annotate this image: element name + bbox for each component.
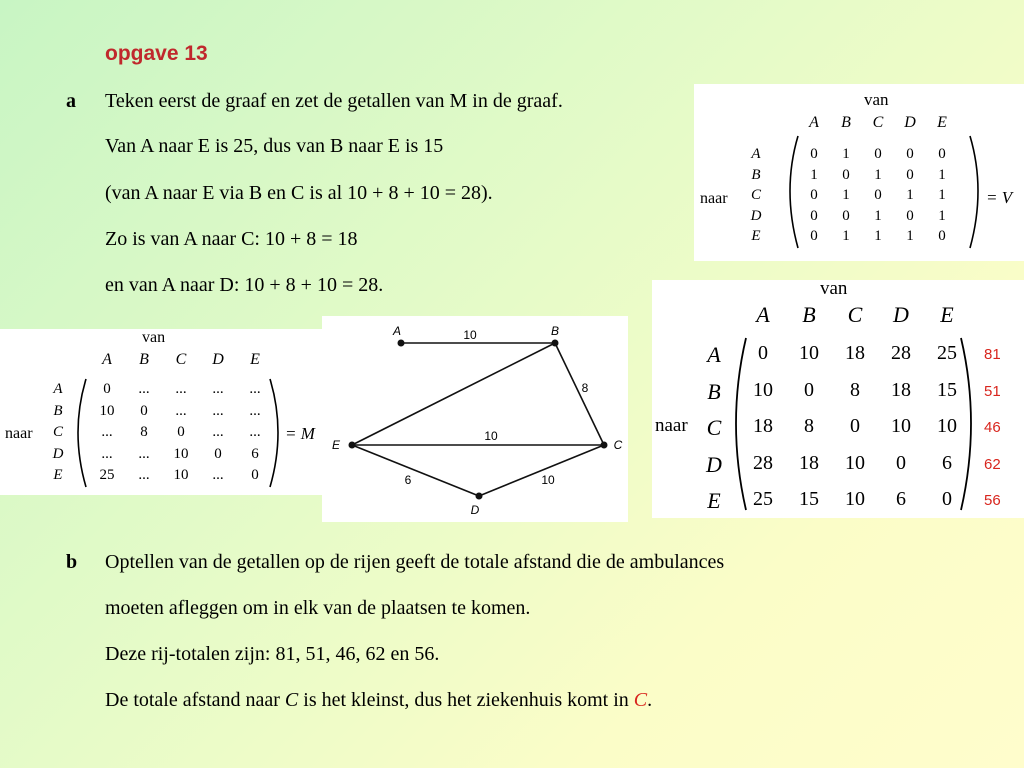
matrix-cell: 0 <box>103 381 111 397</box>
matrix-cell: 0 <box>810 146 818 162</box>
graph-edge <box>352 445 479 496</box>
col-label: B <box>841 114 851 131</box>
row-label: E <box>707 488 721 513</box>
matrix-cell: 0 <box>804 378 814 401</box>
matrix-cell: 0 <box>842 166 850 183</box>
matrix-cell: 18 <box>891 378 911 401</box>
graph-node <box>552 340 559 347</box>
matrix-cell: 8 <box>850 378 860 401</box>
row-label: C <box>52 424 63 440</box>
matrix-cell: 1 <box>938 166 946 183</box>
matrix-cell: ... <box>175 402 187 419</box>
node-label: E <box>331 438 341 452</box>
part-b-answer: C <box>633 689 648 711</box>
matrix-cell: 8 <box>804 415 814 437</box>
weighted-graph <box>322 316 628 522</box>
graph-node <box>398 340 405 347</box>
col-label: A <box>102 351 112 368</box>
matrix-cell: ... <box>212 402 224 419</box>
matrix-cell: 0 <box>758 342 768 364</box>
col-label: B <box>802 302 816 327</box>
matrix-cell: 0 <box>874 146 882 162</box>
row-total: 56 <box>984 492 1001 509</box>
row-label: B <box>751 166 761 183</box>
matrix-full-row-header: naar <box>655 415 688 436</box>
part-b-line-4-var: C <box>284 689 299 711</box>
col-label: D <box>904 114 916 131</box>
matrix-cell: 10 <box>937 415 957 437</box>
matrix-cell: 25 <box>937 342 957 364</box>
matrix-cell: 1 <box>842 146 850 162</box>
part-b-line-2: moeten afleggen om in elk van de plaatsen te komen. <box>105 597 531 619</box>
matrix-cell: 25 <box>99 467 115 483</box>
matrix-cell: 10 <box>173 467 189 483</box>
col-label: D <box>893 302 909 327</box>
matrix-cell: 18 <box>753 415 773 437</box>
graph-node <box>476 493 483 500</box>
matrix-cell: 0 <box>906 166 914 183</box>
matrix-cell: 1 <box>842 228 850 244</box>
part-b-line-4-mid: is het kleinst, dus het ziekenhuis komt in <box>298 689 634 711</box>
matrix-cell: ... <box>138 467 150 483</box>
matrix-cell: 18 <box>799 451 819 474</box>
row-label: B <box>707 378 721 404</box>
matrix-cell: ... <box>138 381 150 397</box>
row-label: B <box>53 402 63 419</box>
graph-edge <box>479 445 604 496</box>
row-label: C <box>706 415 722 440</box>
matrix-cell: 0 <box>810 228 818 244</box>
graph-edge <box>352 343 555 445</box>
part-a-line-5: en van A naar D: 10 + 8 + 10 = 28. <box>105 274 384 296</box>
matrix-cell: 6 <box>896 488 906 510</box>
matrix-cell: 1 <box>906 228 914 244</box>
col-label: D <box>212 351 224 368</box>
part-b-line-4 <box>105 689 652 712</box>
matrix-cell: 10 <box>753 378 773 401</box>
matrix-full-brackets <box>652 280 1024 518</box>
edge-weight: 10 <box>463 328 477 342</box>
matrix-cell: 0 <box>938 228 946 244</box>
matrix-cell: 1 <box>874 207 882 224</box>
graph-node <box>349 442 356 449</box>
row-label: E <box>53 467 63 483</box>
part-b-label: b <box>66 551 78 573</box>
row-label: C <box>750 187 761 203</box>
matrix-cell: 6 <box>942 451 952 474</box>
matrix-cell: 8 <box>140 424 148 440</box>
matrix-cell: 0 <box>251 467 259 483</box>
col-label: C <box>872 114 884 131</box>
matrix-cell: 28 <box>891 342 911 364</box>
matrix-cell: 6 <box>251 445 259 462</box>
row-total: 51 <box>984 382 1001 400</box>
matrix-cell: ... <box>249 381 261 397</box>
node-label: A <box>392 324 402 338</box>
part-a-line-4: Zo is van A naar C: 10 + 8 = 18 <box>105 228 358 250</box>
part-b-line-3: Deze rij-totalen zijn: 81, 51, 46, 62 en 56. <box>105 643 440 665</box>
col-label: E <box>940 302 954 327</box>
graph-node <box>601 442 608 449</box>
matrix-v-row-header: naar <box>700 190 728 207</box>
row-total: 46 <box>984 419 1001 436</box>
matrix-cell: 0 <box>810 207 818 224</box>
part-a-line-1: Teken eerst de graaf en zet de getallen van M in de graaf. <box>105 90 563 112</box>
part-a-line-3: (van A naar E via B en C is al 10 + 8 + 10 = 28). <box>105 182 493 204</box>
matrix-v-col-header: van <box>864 90 889 109</box>
matrix-cell: 28 <box>753 451 773 474</box>
matrix-full-panel <box>652 280 1024 518</box>
col-label: A <box>809 114 819 131</box>
matrix-cell: 1 <box>874 166 882 183</box>
matrix-cell: 10 <box>891 415 911 437</box>
matrix-cell: 25 <box>753 488 773 510</box>
row-label: A <box>751 146 761 162</box>
row-label: D <box>706 451 722 477</box>
row-label: D <box>52 445 64 462</box>
col-label: E <box>250 351 260 368</box>
part-a-line-2: Van A naar E is 25, dus van B naar E is 15 <box>105 135 444 157</box>
matrix-cell: ... <box>101 445 113 462</box>
matrix-cell: ... <box>212 467 224 483</box>
row-label: A <box>707 342 721 367</box>
matrix-cell: 0 <box>177 424 185 440</box>
matrix-cell: 1 <box>842 187 850 203</box>
matrix-cell: 0 <box>810 187 818 203</box>
matrix-cell: 15 <box>799 488 819 510</box>
matrix-m-panel <box>0 329 322 495</box>
matrix-v-brackets <box>694 84 1024 261</box>
part-b-line-1: Optellen van de getallen op de rijen geeft de totale afstand die de ambulances <box>105 551 725 573</box>
col-label: B <box>139 351 149 368</box>
matrix-cell: 1 <box>938 187 946 203</box>
matrix-full-col-header: van <box>820 278 848 299</box>
col-label: C <box>847 302 863 327</box>
matrix-cell: ... <box>138 445 150 462</box>
matrix-cell: ... <box>212 381 224 397</box>
matrix-cell: 1 <box>810 166 818 183</box>
node-label: D <box>470 503 480 517</box>
matrix-cell: 10 <box>799 342 819 364</box>
row-total: 81 <box>984 346 1001 363</box>
graph-panel <box>322 316 628 522</box>
matrix-cell: ... <box>249 402 261 419</box>
matrix-cell: 10 <box>845 488 865 510</box>
matrix-cell: 0 <box>938 146 946 162</box>
matrix-cell: 0 <box>850 415 860 437</box>
matrix-cell: 1 <box>938 207 946 224</box>
node-label: B <box>550 324 560 338</box>
node-label: C <box>613 438 623 452</box>
matrix-cell: 0 <box>214 445 222 462</box>
row-label: D <box>750 207 762 224</box>
matrix-m-name: = M <box>285 424 315 443</box>
matrix-cell: 0 <box>906 207 914 224</box>
matrix-cell: 10 <box>845 451 865 474</box>
matrix-m-col-header: van <box>142 329 166 346</box>
matrix-cell: 1 <box>906 187 914 203</box>
matrix-cell: 10 <box>173 445 189 462</box>
matrix-cell: 0 <box>874 187 882 203</box>
edge-weight: 10 <box>484 429 498 443</box>
matrix-cell: 0 <box>906 146 914 162</box>
graph-edge <box>555 343 604 445</box>
matrix-m-row-header: naar <box>5 425 33 442</box>
part-b-line-4-pre: De totale afstand naar <box>105 689 285 711</box>
matrix-cell: 10 <box>99 402 115 419</box>
row-label: A <box>53 381 63 397</box>
matrix-cell: 0 <box>842 207 850 224</box>
part-a-label: a <box>66 90 76 112</box>
matrix-v-name: = V <box>986 188 1013 207</box>
part-b-line-4-end: . <box>647 689 653 711</box>
row-total: 62 <box>984 455 1001 473</box>
col-label: A <box>756 302 770 327</box>
matrix-cell: ... <box>212 424 224 440</box>
matrix-v-panel <box>694 84 1024 261</box>
matrix-cell: 1 <box>874 228 882 244</box>
edge-weight: 10 <box>541 473 555 487</box>
col-label: E <box>937 114 947 131</box>
matrix-m-brackets <box>0 329 322 495</box>
matrix-cell: 15 <box>937 378 957 401</box>
row-label: E <box>751 228 761 244</box>
matrix-cell: ... <box>101 424 113 440</box>
exercise-title: opgave 13 <box>105 42 208 65</box>
matrix-cell: 0 <box>896 451 906 474</box>
matrix-cell: 0 <box>140 402 148 419</box>
matrix-cell: ... <box>175 381 187 397</box>
col-label: C <box>175 351 187 368</box>
edge-weight: 8 <box>581 381 589 395</box>
matrix-cell: ... <box>249 424 261 440</box>
matrix-cell: 0 <box>942 488 952 510</box>
edge-weight: 6 <box>404 473 412 487</box>
matrix-cell: 18 <box>845 342 865 364</box>
